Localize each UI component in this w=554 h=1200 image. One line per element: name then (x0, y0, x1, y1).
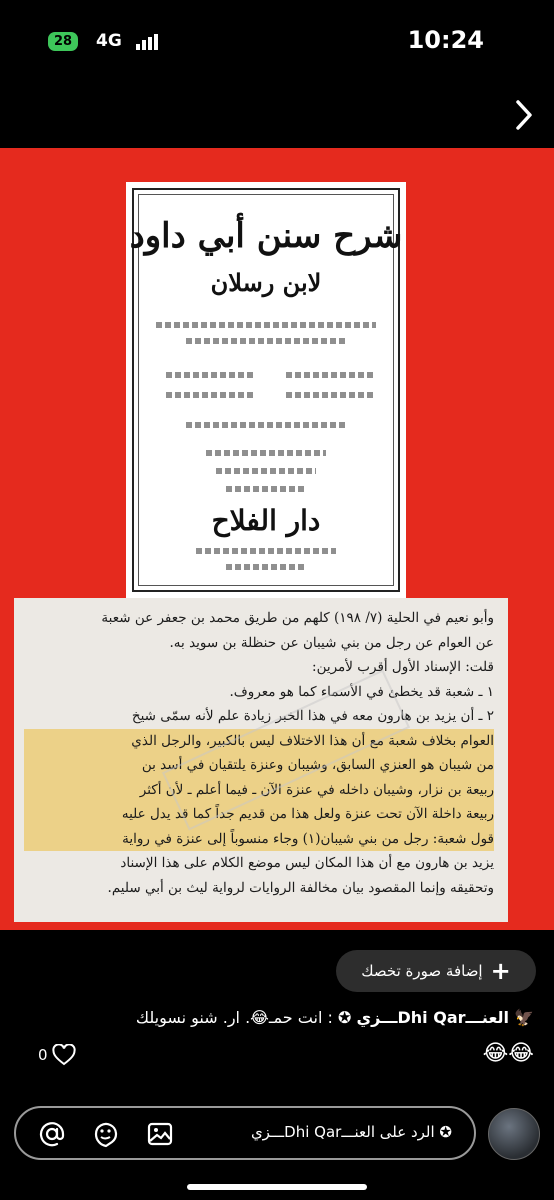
reply-input[interactable] (14, 1106, 476, 1160)
heart-icon (52, 1044, 76, 1066)
page-line: وأبو نعيم في الحلية (٧/ ١٩٨) كلهم من طريق محمد بن جعفر عن شعبة (101, 610, 494, 626)
avatar[interactable] (488, 1108, 540, 1160)
cover-text-line (166, 392, 256, 398)
sticker-icon[interactable] (92, 1120, 120, 1148)
like-count: 0 (38, 1046, 48, 1064)
comment-text: : انت حمـ😂. ار. شنو نسويلك (135, 1008, 333, 1027)
page-line-highlighted: العوام بخلاف شعبة مع أن هذا الاختلاف ليس بالكبير، والرجل الذي (24, 729, 494, 754)
cover-text-line (156, 322, 376, 328)
at-mention-icon[interactable] (38, 1120, 66, 1148)
page-line: وتحقيقه وإنما المقصود بيان مخالفة الروايات لرواية ليث بن أبي سليم. (107, 879, 494, 896)
book-cover (126, 182, 406, 598)
cover-text-line (216, 468, 316, 474)
page-line: ١ ـ شعبة قد يخطئ في الأسماء كما هو معروف. (229, 683, 494, 700)
book-publisher: دار الفلاح (211, 504, 321, 537)
page-line: عن العوام عن رجل من بني شيبان عن حنظلة بن سويد به. (169, 634, 494, 651)
page-line-highlighted: ربيعة بن نزار، وشيبان داخله في عنزة الآن ـ فيما أعلم ـ لأن أكثر (24, 778, 494, 803)
page-line: قلت: الإسناد الأول أقرب لأمرين: (312, 659, 494, 675)
add-photo-button[interactable] (336, 950, 536, 992)
book-title: شرح سنن أبي داود (129, 216, 403, 256)
add-photo-label: إضافة صورة تخصك (361, 962, 483, 980)
cover-text-line (206, 450, 326, 456)
page-line: ٢ ـ أن يزيد بن هارون معه في هذا الخبر زيادة علم لأنه سمّى شيخ (131, 708, 494, 724)
page-line: يزيد بن هارون مع أن هذا المكان ليس موضع الكلام على هذا الإسناد (120, 855, 494, 871)
cover-text-line (226, 486, 306, 492)
cover-text-line (196, 548, 336, 554)
reply-placeholder (251, 1123, 452, 1141)
network-label: 4G (96, 31, 122, 51)
comment (24, 1008, 534, 1066)
chevron-right-icon[interactable] (512, 98, 536, 132)
cover-text-line (226, 564, 306, 570)
book-page (14, 598, 508, 922)
like-button[interactable] (38, 1044, 76, 1066)
battery-indicator: 28 (48, 32, 78, 51)
reply-placeholder-text: الرد على العنـــDhi Qarـــزي (250, 1123, 435, 1141)
status-bar (0, 0, 554, 80)
comment-author[interactable]: العنـــDhi Qarـــزي (356, 1008, 509, 1027)
plus-icon: + (490, 957, 511, 985)
verified-icon: ✪ (434, 1123, 452, 1141)
cover-text-line (186, 422, 346, 428)
cover-text-line (186, 338, 346, 344)
cover-text-line (286, 372, 376, 378)
page-line-highlighted: من شيبان هو العنزي السابق، وشيبان وعنزة يلتقيان في أسد بن (24, 753, 494, 778)
comment-author-icon: 🦅 (514, 1008, 534, 1027)
book-subtitle: لابن رسلان (210, 268, 322, 297)
page-line-highlighted: قول شعبة: رجل من بني شيبان(١) وجاء منسوباً إلى عنزة في رواية (24, 827, 494, 852)
comment-reactions: 😂😂 (482, 1041, 534, 1066)
clock: 10:24 (407, 26, 484, 54)
cover-text-line (286, 392, 376, 398)
page-line-highlighted: ربيعة داخلة الآن تحت عنزة ولعل هذا من قديم جداً كما قد يدل عليه (24, 802, 494, 827)
verified-icon: ✪ (337, 1008, 352, 1027)
cover-text-line (166, 372, 256, 378)
home-indicator[interactable] (187, 1184, 367, 1190)
photo-icon[interactable] (146, 1120, 174, 1148)
signal-icon (136, 34, 160, 50)
